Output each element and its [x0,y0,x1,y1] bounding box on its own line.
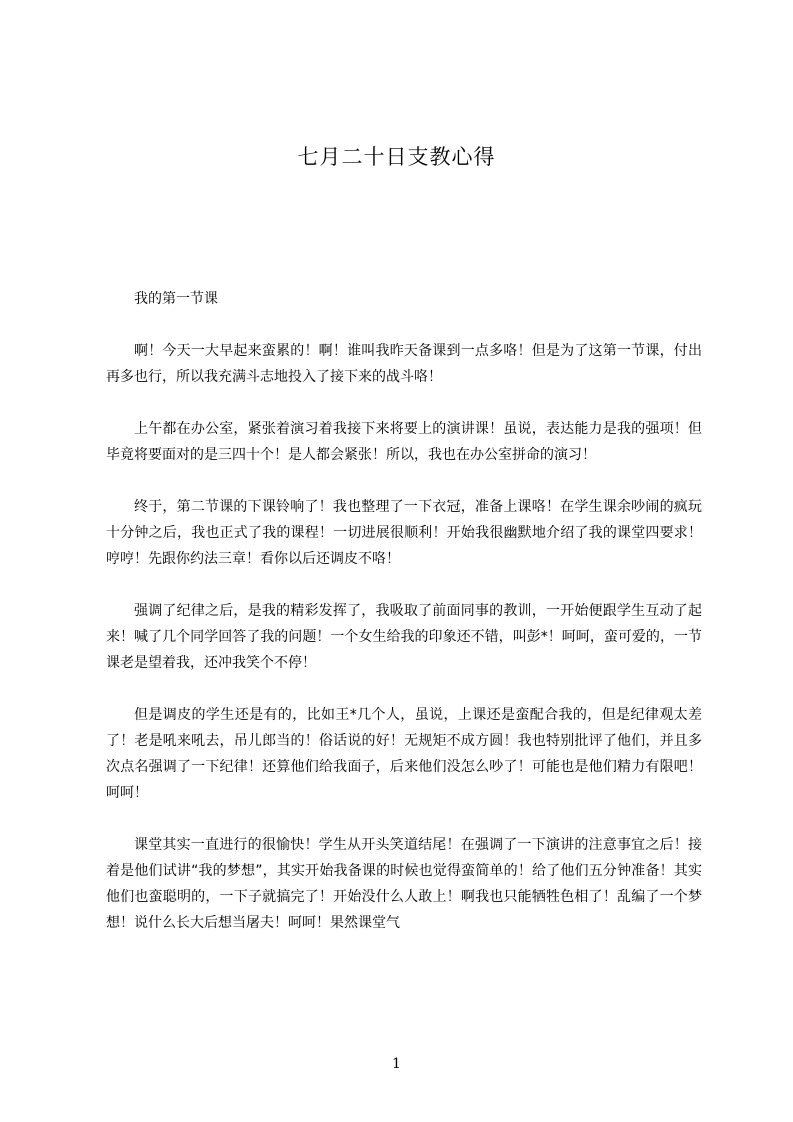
paragraph-3: 终于，第二节课的下课铃响了！我也整理了一下衣冠，准备上课咯！在学生课余吵闹的疯玩十分钟之后，我也正式了我的课程！一切进展很顺利！开始我很幽默地介绍了我的课堂四要求！哼哼！先跟你约法三章！看你以后还调皮不咯！ [106,499,702,567]
section-heading: 我的第一节课 [134,291,218,307]
paragraph-1: 啊！今天一大早起来蛮累的！啊！谁叫我昨天备课到一点多咯！但是为了这第一节课，付出再多也行，所以我充满斗志地投入了接下来的战斗咯！ [106,343,702,385]
document-title: 七月二十日支教心得 [297,145,496,169]
paragraph-5: 但是调皮的学生还是有的，比如王*几个人，虽说，上课还是蛮配合我的，但是纪律观太差了！老是吼来吼去，吊儿郎当的！俗话说的好！无规矩不成方圆！我也特别批评了他们，并且多次点名强调了一下纪律！还算他们给我面子，后来他们没怎么吵了！可能也是他们精力有限吧！呵呵！ [106,707,702,801]
page-number: 1 [392,1056,401,1072]
paragraph-2: 上午都在办公室，紧张着演习着我接下来将要上的演讲课！虽说，表达能力是我的强项！但毕竟将要面对的是三四十个！是人都会紧张！所以，我也在办公室拼命的演习！ [106,421,702,463]
paragraph-4: 强调了纪律之后，是我的精彩发挥了，我吸取了前面同事的教训，一开始便跟学生互动了起来！喊了几个同学回答了我的问题！一个女生给我的印象还不错，叫彭*！呵呵，蛮可爱的，一节课老是望着我，还冲我笑个不停！ [106,603,702,671]
paragraph-6: 课堂其实一直进行的很愉快！学生从开头笑道结尾！在强调了一下演讲的注意事宜之后！接着是他们试讲“我的梦想”，其实开始我备课的时候也觉得蛮简单的！给了他们五分钟准备！其实他们也蛮聪明的，一下子就搞完了！开始没什么人敢上！啊我也只能牺牲色相了！乱编了一个梦想！说什么长大后想当屠夫！呵呵！果然课堂气 [106,837,702,931]
document-body [106,286,702,962]
